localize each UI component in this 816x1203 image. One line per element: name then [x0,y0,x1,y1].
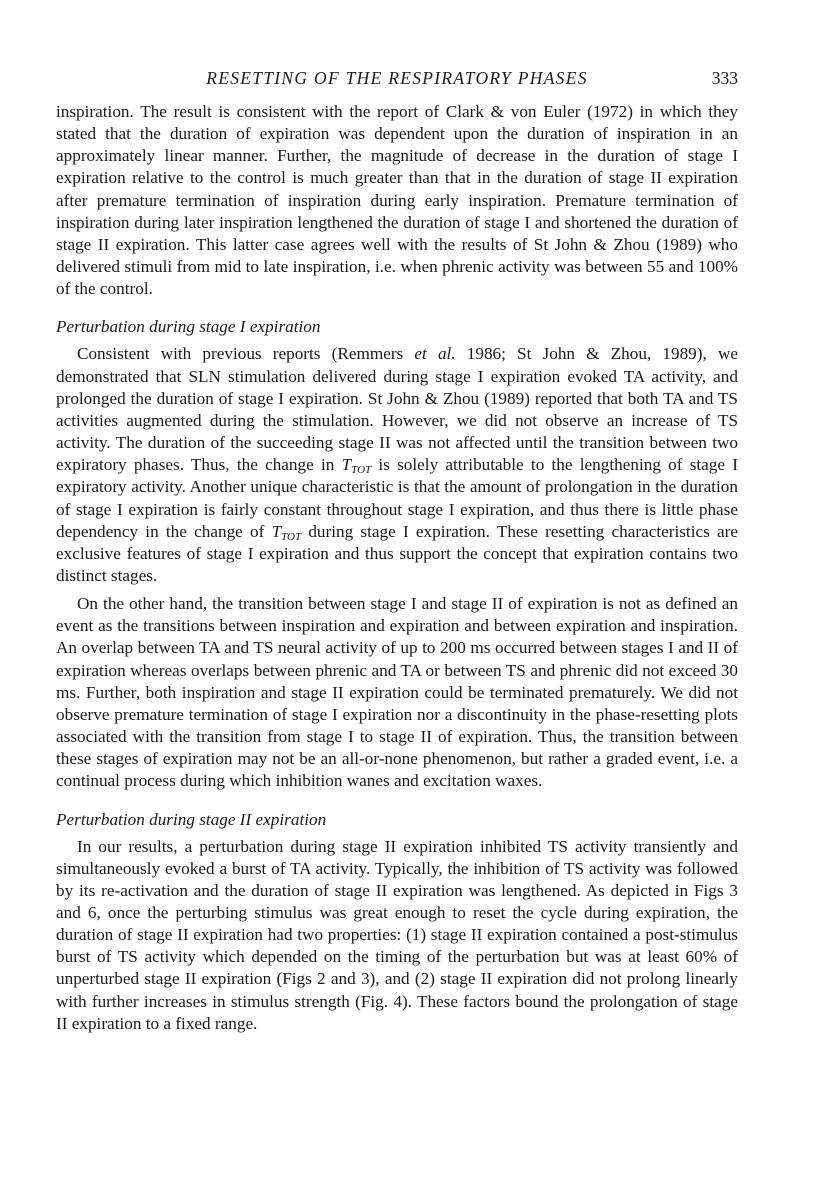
article-body [56,101,738,1035]
page-header [56,68,738,94]
ttot-letter: T [271,521,282,541]
paragraph-stage-2-expiration: In our results, a perturbation during stage II expiration inhibited TS activity transiently and simultaneously evoked a burst of TA activity. Typically, the inhibition of TS activity was followed by its re-activation and the duration of stage II expiration was lengthened. As depicted in Figs 3 and 6, once the perturbing stimulus was great enough to reset the cycle during expiration, the duration of stage II expiration had two properties: (1) stage II expiration contained a post-stimulus burst of TS activity which depended on the timing of the perturbation but was at least 60% of unperturbed stage II expiration (Figs 2 and 3), and (2) stage II expiration did not prolong linearly with further increases in stimulus strength (Fig. 4). These factors bound the prolongation of stage II expiration to a fixed range. [56,836,738,1033]
text-run: during stage I expiration. These resetting characteristics are exclusive features of stage I expiration and thus support the concept that expiration contains two distinct stages. [56,521,738,585]
ttot-letter: T [341,455,352,475]
paragraph-continued: inspiration. The result is consistent with the report of Clark & von Euler (1972) in which they stated that the duration of expiration was dependent upon the duration of inspiration in an approximately linear manner. Further, the magnitude of decrease in the duration of stage I expiration relative to the control is much greater than that in the duration of stage II expiration after premature termination of inspiration during early inspiration. Premature termination of inspiration during later inspiration lengthened the duration of stage I and shortened the duration of stage II expiration. This latter case agrees well with the results of St John & Zhou (1989) who delivered stimuli from mid to late inspiration, i.e. when phrenic activity was between 55 and 100% of the control. [56,102,738,299]
et-al-italic: et al. [414,344,456,364]
paragraph-stage-1-expiration [56,343,738,587]
section-heading-stage-2: Perturbation during stage II expiration [56,809,327,829]
text-run: is solely attributable to the lengthening of stage I expiratory activity. Another unique characteristic is that the amount of prolongation in the duration of stage I expiration is fairly constant throughout stage I expiration, and thus there is little phase dependency in the change of [56,455,738,541]
running-title: RESETTING OF THE RESPIRATORY PHASES [206,68,588,88]
section-heading-stage-1: Perturbation during stage I expiration [56,317,321,337]
ttot-symbol [272,522,302,541]
ttot-subscript: TOT [351,464,372,477]
text-run: 1986; St John & Zhou, 1989), we demonstrated that SLN stimulation delivered during stage I expiration evoked TA activity, and prolonged the duration of stage I expiration. St John & Zhou (1989) reported that both TA and TS activities augmented during the stimulation. However, we did not observe an increase of TS activity. The duration of the succeeding stage II was not affected until the transition between two expiratory phases. Thus, the change in [56,344,738,475]
page-number: 333 [711,68,738,88]
text-run: Consistent with previous reports (Remmers [77,344,415,364]
ttot-symbol [341,455,372,477]
paragraph-stage-transition: On the other hand, the transition between stage I and stage II of expiration is not as defined an event as the transitions between inspiration and expiration and between expiration and inspiration. An overlap between TA and TS neural activity of up to 200 ms occurred between stages I and II of expiration whereas overlaps between phrenic and TA or between TS and phrenic did not exceed 30 ms. Further, both inspiration and stage II expiration could be terminated prematurely. We did not observe premature termination of stage I expiration nor a discontinuity in the phase-resetting plots associated with the transition from stage I to stage II of expiration. Thus, the transition between these stages of expiration may not be an all-or-none phenomenon, but rather a graded event, i.e. a continual process during which inhibition wanes and excitation waxes. [56,594,738,791]
ttot-subscript: TOT [281,530,302,543]
